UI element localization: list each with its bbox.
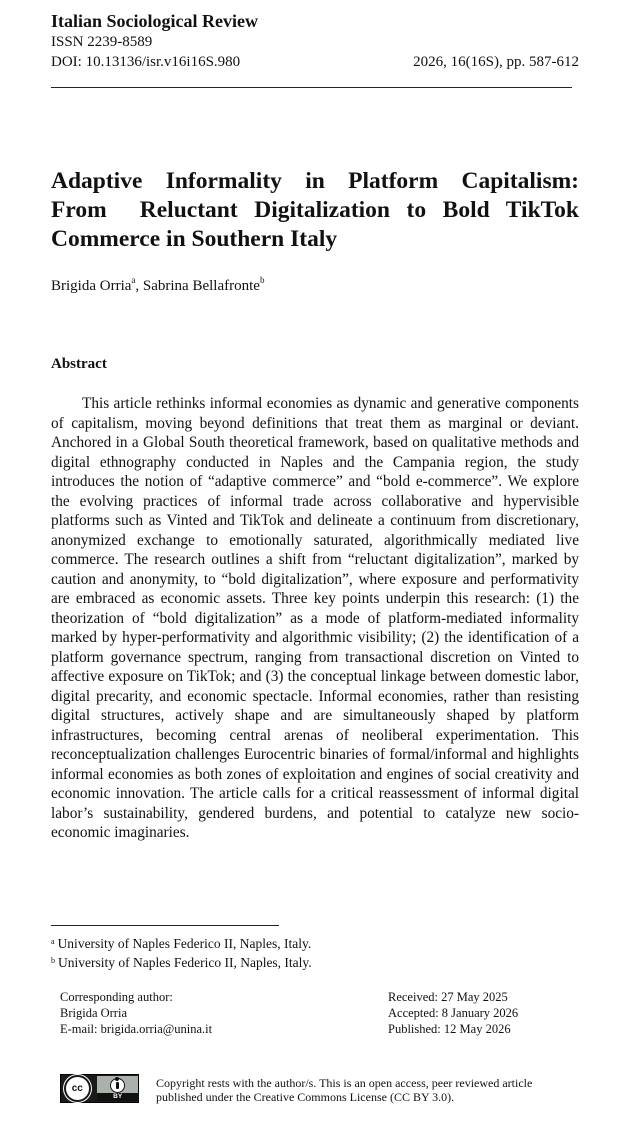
author-list [51, 276, 264, 296]
journal-doi: DOI: 10.13136/isr.v16i16S.980 [51, 54, 241, 70]
abstract-text: This article rethinks informal economies as dynamic and generative components of capitalism, moving beyond definitions that treat them as marginal or deviant. Anchored in a Global South theoretical framework, based on qualitative methods and digital ethnography conducted in Naples and the Campania region, the study introduces the notion of “adaptive commerce” and “bold e-commerce”. We explore the evolving practices of informal trade across collaborative and hypervisible platforms such as Vinted and TikTok and delineate a continuum from discretionary, anonymized exchange to emotionally saturated, algorithmically mediated live commerce. The research outlines a shift from “reluctant digitalization”, marked by caution and anonymity, to “bold digitalization”, where exposure and performativity are embraced as economic assets. Three key points underpin this research: (1) the theorization of “bold digitalization” as a mode of platform-mediated informality marked by hyper-performativity and algorithmic visibility; (2) the identification of a platform governance spectrum, ranging from transactional discretion on Vinted to affective exposure on TikTok; and (3) the conceptual linkage between domestic labor, digital precarity, and economic spectacle. Informal economies, rather than resisting digital structures, actively shape and are simultaneously shaped by platform infrastructures, becoming central arenas of neoliberal experimentation. This reconceptualization challenges Eurocentric binaries of formal/informal and highlights informal economies as both zones of exploitation and engines of social creativity and economic innovation. The article calls for a critical reassessment of informal digital labor’s sustainability, gendered burdens, and potential to catalyze new socio-economic imaginaries. [51, 395, 579, 841]
header-rule [51, 87, 572, 88]
author-name: Sabrina Bellafronte [142, 278, 260, 294]
by-attribution-panel [97, 1076, 138, 1101]
journal-name: Italian Sociological Review [51, 11, 258, 31]
footnote-text: University of Naples Federico II, Naples, Italy. [58, 955, 312, 970]
date-accepted: Accepted: 8 January 2026 [388, 1006, 519, 1020]
footnote-item [51, 934, 312, 953]
title-line-3: Commerce in Southern Italy [51, 226, 338, 252]
author-affiliation-mark: a [131, 275, 136, 285]
publication-dates [388, 989, 518, 1037]
footnote-rule [51, 925, 279, 926]
date-published: Published: 12 May 2026 [388, 1022, 511, 1036]
license-text [156, 1076, 576, 1104]
author-affiliation-mark: b [259, 275, 265, 285]
journal-citation: 2026, 16(16S), pp. 587-612 [413, 54, 579, 70]
title-line-2: From Reluctant Digitalization to Bold TikTok [51, 197, 579, 223]
article-title [51, 167, 579, 254]
footnotes [51, 934, 312, 972]
footnote-mark: a [51, 937, 55, 946]
correspondence-email[interactable]: E-mail: brigida.orria@unina.it [60, 1022, 213, 1036]
correspondence-name: Brigida Orria [60, 1006, 127, 1020]
footnote-item [51, 953, 312, 972]
author-name: Brigida Orria [51, 278, 132, 294]
license-line-1: Copyright rests with the author/s. This is an open access, peer reviewed article [156, 1076, 533, 1090]
by-label: BY [97, 1093, 139, 1101]
cc-logo-icon: cc [64, 1075, 91, 1102]
footnote-text: University of Naples Federico II, Naples, Italy. [57, 936, 312, 951]
abstract-heading: Abstract [51, 356, 107, 372]
journal-issn: ISSN 2239-8589 [51, 34, 153, 50]
cc-by-license-badge[interactable] [60, 1074, 139, 1103]
footnote-mark: b [51, 956, 55, 965]
date-received: Received: 27 May 2025 [388, 990, 508, 1004]
journal-doi-row [51, 52, 579, 72]
attribution-person-icon [110, 1078, 125, 1093]
title-line-1: Adaptive Informality in Platform Capitalism: [51, 168, 579, 194]
correspondence-block [60, 989, 212, 1037]
journal-header [51, 10, 581, 72]
author-separator: , [135, 278, 143, 294]
correspondence-label: Corresponding author: [60, 990, 173, 1004]
license-line-2: published under the Creative Commons License (CC BY 3.0). [156, 1090, 455, 1104]
